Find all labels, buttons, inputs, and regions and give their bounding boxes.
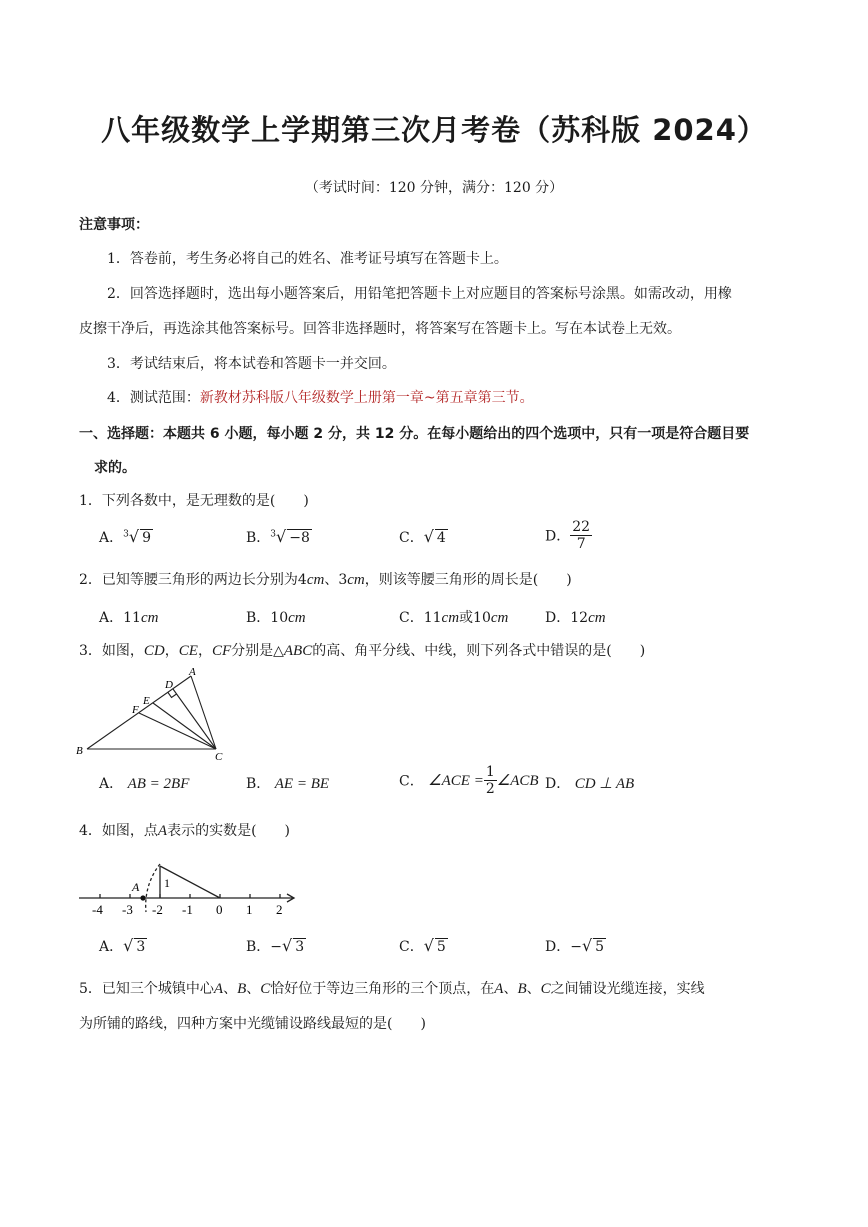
notice-item-2a: 2．回答选择题时，选出每小题答案后，用铅笔把答题卡上对应题目的答案标号涂黑。如需改动，用橡: [107, 286, 732, 302]
q3-option-a: A． AB = 2BF: [99, 776, 190, 792]
notice-item-2b: 皮擦干净后，再选涂其他答案标号。回答非选择题时，将答案写在答题卡上。写在本试卷上无效。: [79, 321, 681, 337]
q1-option-b: B．$^3$√ −8: [246, 527, 310, 546]
label-d: D: [165, 679, 173, 691]
q5-stem-line2: 为所铺的路线，四种方案中光缆铺设路线最短的是( ): [79, 1016, 426, 1032]
tick-label: 2: [276, 902, 283, 917]
section1-heading: 一、选择题：本题共 6 小题，每小题 2 分，共 12 分。在每小题给出的四个选项中，只有一项是符合题目要: [79, 426, 750, 442]
q1-option-c: C．√ 4: [399, 527, 446, 546]
q2-option-d: D．12cm: [545, 610, 606, 626]
tick-label: 1: [246, 902, 253, 917]
q3-option-b: B． AE = BE: [246, 776, 330, 792]
q1-option-d: D． $\frac{22}{7}$: [545, 519, 591, 552]
label-f: F: [132, 704, 139, 716]
right-angle-mark: [168, 693, 177, 698]
point-a-label: A: [132, 880, 140, 894]
side-ac: [191, 676, 216, 749]
tick-label: -3: [122, 902, 133, 917]
page-title: 八年级数学上学期第三次月考卷（苏科版 2024）: [101, 113, 767, 147]
q3-option-c: C． ∠ACE = $\frac{1}{2}$ ∠ACB: [399, 764, 539, 797]
q4-option-c: C．√ 5: [399, 936, 446, 955]
tick-label: -4: [92, 902, 103, 917]
label-e: E: [143, 695, 150, 707]
q5-stem-line1: 5．已知三个城镇中心A、B、C恰好位于等边三角形的三个顶点，在A、B、C之间铺设光缆连接，实线: [79, 981, 705, 997]
q2-option-c: C．11cm或10cm: [399, 610, 509, 626]
notice-heading: 注意事项：: [79, 217, 149, 233]
exam-info: （考试时间：120 分钟，满分：120 分）: [304, 180, 564, 196]
tick-label: 0: [216, 902, 223, 917]
q4-option-d: D．−√ 5: [545, 936, 605, 955]
q4-number-line-figure: [75, 850, 305, 922]
q3-stem: 3．如图，CD，CE，CF分别是△ABC的高、角平分线、中线，则下列各式中错误的是( ): [79, 643, 646, 659]
test-scope: 新教材苏科版八年级数学上册第一章~第五章第三节。: [199, 390, 534, 406]
label-a: A: [189, 666, 196, 678]
q4-stem: 4．如图，点A表示的实数是( ): [79, 823, 291, 839]
q4-option-b: B．−√ 3: [246, 936, 305, 955]
tick-label: -1: [182, 902, 193, 917]
q1-option-a: A．$^3$√ 9: [99, 527, 151, 546]
point-a-dot: [140, 895, 145, 900]
bisector-ce: [153, 703, 216, 749]
side-ab: [87, 676, 191, 749]
label-c: C: [215, 751, 223, 763]
q2-stem: 2．已知等腰三角形的两边长分别为4cm、3cm，则该等腰三角形的周长是( ): [79, 572, 572, 588]
q3-triangle-figure: [75, 664, 235, 764]
section1-heading-cont: 求的。: [94, 460, 136, 476]
notice-item-4-prefix: 4．测试范围：: [107, 390, 200, 406]
q3-option-d: D． CD ⊥ AB: [545, 776, 635, 792]
notice-item-1: 1．答卷前，考生务必将自己的姓名、准考证号填写在答题卡上。: [107, 251, 508, 267]
height-label: 1: [164, 876, 170, 890]
q2-option-a: A．11cm: [99, 610, 159, 626]
q1-stem: 1．下列各数中，是无理数的是( ): [79, 493, 309, 509]
q2-option-b: B．10cm: [246, 610, 306, 626]
altitude-cd: [173, 689, 216, 749]
q4-option-a: A．√ 3: [99, 936, 146, 955]
tick-label: -2: [152, 902, 163, 917]
median-cf: [139, 713, 216, 749]
label-b: B: [76, 745, 83, 757]
notice-item-4: [107, 387, 534, 407]
notice-item-3: 3．考试结束后，将本试卷和答题卡一并交回。: [107, 356, 396, 372]
